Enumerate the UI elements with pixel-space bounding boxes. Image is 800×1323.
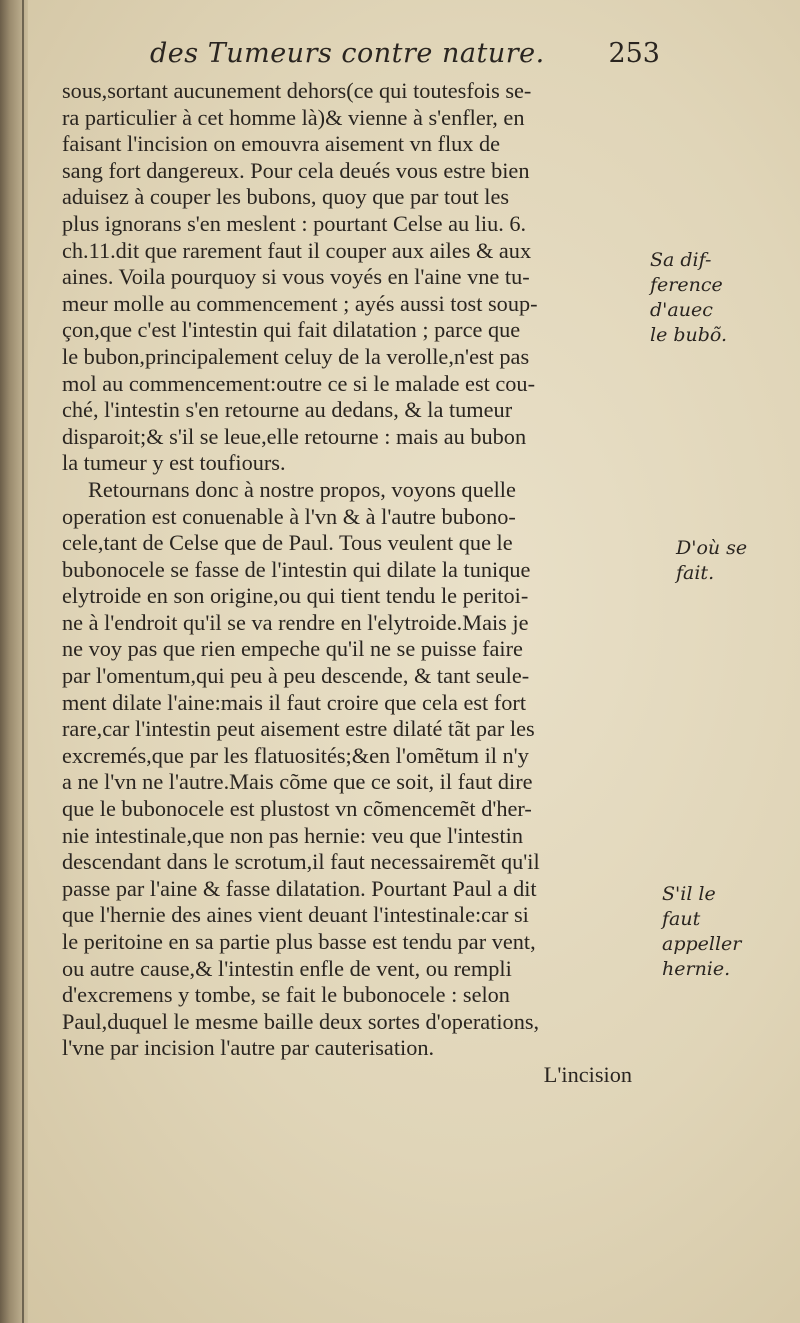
page-header [140, 38, 660, 78]
text-line: que l'hernie des aines vient deuant l'intestinale:car si [62, 902, 529, 928]
text-line: excremés,que par les flatuosités;&en l'omẽtum il n'y [62, 742, 529, 768]
text-line: ne à l'endroit qu'il se va rendre en l'elytroide.Mais je [62, 609, 529, 635]
text-line: elytroide en son origine,ou qui tient tendu le peritoi- [62, 583, 529, 609]
margin-note-line: ference [650, 274, 723, 296]
text-line: ra particulier à cet homme là)& vienne à s'enfler, en [62, 104, 525, 130]
text-line: aduisez à couper les bubons, quoy que par tout les [62, 184, 510, 210]
page-number: 253 [608, 38, 660, 69]
margin-note-line: d'auec [650, 299, 713, 321]
text-line: ment dilate l'aine:mais il faut croire que cela est fort [62, 689, 527, 715]
margin-note-line: fait. [676, 562, 715, 584]
text-line: passe par l'aine & fasse dilatation. Pourtant Paul a dit [62, 875, 537, 901]
text-line: d'excremens y tombe, se fait le bubonocele : selon [62, 982, 510, 1008]
margin-note-line: le bubõ. [650, 324, 728, 346]
text-line: sous,sortant aucunement dehors(ce qui toutesfois se- [62, 78, 532, 103]
text-line: le peritoine en sa partie plus basse est tendu par vent, [62, 929, 536, 954]
text-line: a ne l'vn ne l'autre.Mais cõme que ce soit, il faut dire [62, 769, 533, 795]
text-line: sang fort dangereux. Pour cela deués vous estre bien [62, 157, 530, 183]
text-line: operation est conuenable à l'vn & à l'autre bubono- [62, 503, 516, 529]
text-line: Paul,duquel le mesme baille deux sortes d'operations, [62, 1008, 540, 1034]
text-line: bubonocele se fasse de l'intestin qui dilate la tunique [62, 556, 531, 582]
text-line: par l'omentum,qui peu à peu descende, & tant seule- [62, 663, 530, 689]
text-line: cele,tant de Celse que de Paul. Tous veulent que le [62, 530, 513, 556]
margin-note-line: Sa dif- [650, 249, 712, 271]
text-line: le bubon,principalement celuy de la verolle,n'est pas [62, 343, 530, 369]
margin-note-line: D'où se [676, 537, 748, 559]
text-line: disparoit;& s'il se leue,elle retourne : mais au bubon [62, 423, 527, 449]
text-line: Retournans donc à nostre propos, voyons quelle [88, 476, 516, 502]
text-line: ou autre cause,& l'intestin enfle de vent, ou rempli [62, 955, 512, 981]
margin-note-hernia [662, 882, 782, 982]
text-line: la tumeur y est toufiours. [62, 450, 286, 476]
text-line: rare,car l'intestin peut aisement estre dilaté tãt par les [62, 716, 535, 742]
text-line: mol au commencement:outre ce si le malade est cou- [62, 370, 536, 396]
margin-note-line: appeller [662, 933, 742, 955]
text-line: ché, l'intestin s'en retourne au dedans, & la tumeur [62, 397, 513, 423]
catchword: L'incision [543, 1061, 632, 1087]
binding-edge [22, 0, 24, 1323]
running-title: des Tumeurs contre nature. [150, 38, 545, 69]
text-line: plus ignorans s'en meslent : pourtant Celse au liu. 6. [62, 210, 527, 236]
text-line: aines. Voila pourquoy si vous voyés en l'aine vne tu- [62, 264, 530, 290]
text-line: meur molle au commencement ; ayés aussi tost soup- [62, 290, 538, 316]
margin-note-origin [676, 536, 796, 586]
text-line: ch.11.dit que rarement faut il couper aux ailes & aux [62, 237, 532, 263]
text-line: ne voy pas que rien empeche qu'il ne se puisse faire [62, 636, 523, 662]
body-text [62, 78, 662, 1089]
margin-note-line: hernie. [662, 958, 731, 980]
margin-note-line: S'il le [662, 883, 716, 905]
text-line: l'vne par incision l'autre par cauterisation. [62, 1035, 435, 1061]
text-line: faisant l'incision on emouvra aisement vn flux de [62, 131, 501, 157]
text-line: çon,que c'est l'intestin qui fait dilatation ; parce que [62, 317, 521, 343]
margin-note-difference [650, 248, 770, 348]
text-line: que le bubonocele est plustost vn cõmencemẽt d'her- [62, 796, 532, 822]
text-line: nie intestinale,que non pas hernie: veu que l'intestin [62, 822, 523, 848]
text-line: descendant dans le scrotum,il faut necessairemẽt qu'il [62, 849, 540, 875]
margin-note-line: faut [662, 908, 701, 930]
